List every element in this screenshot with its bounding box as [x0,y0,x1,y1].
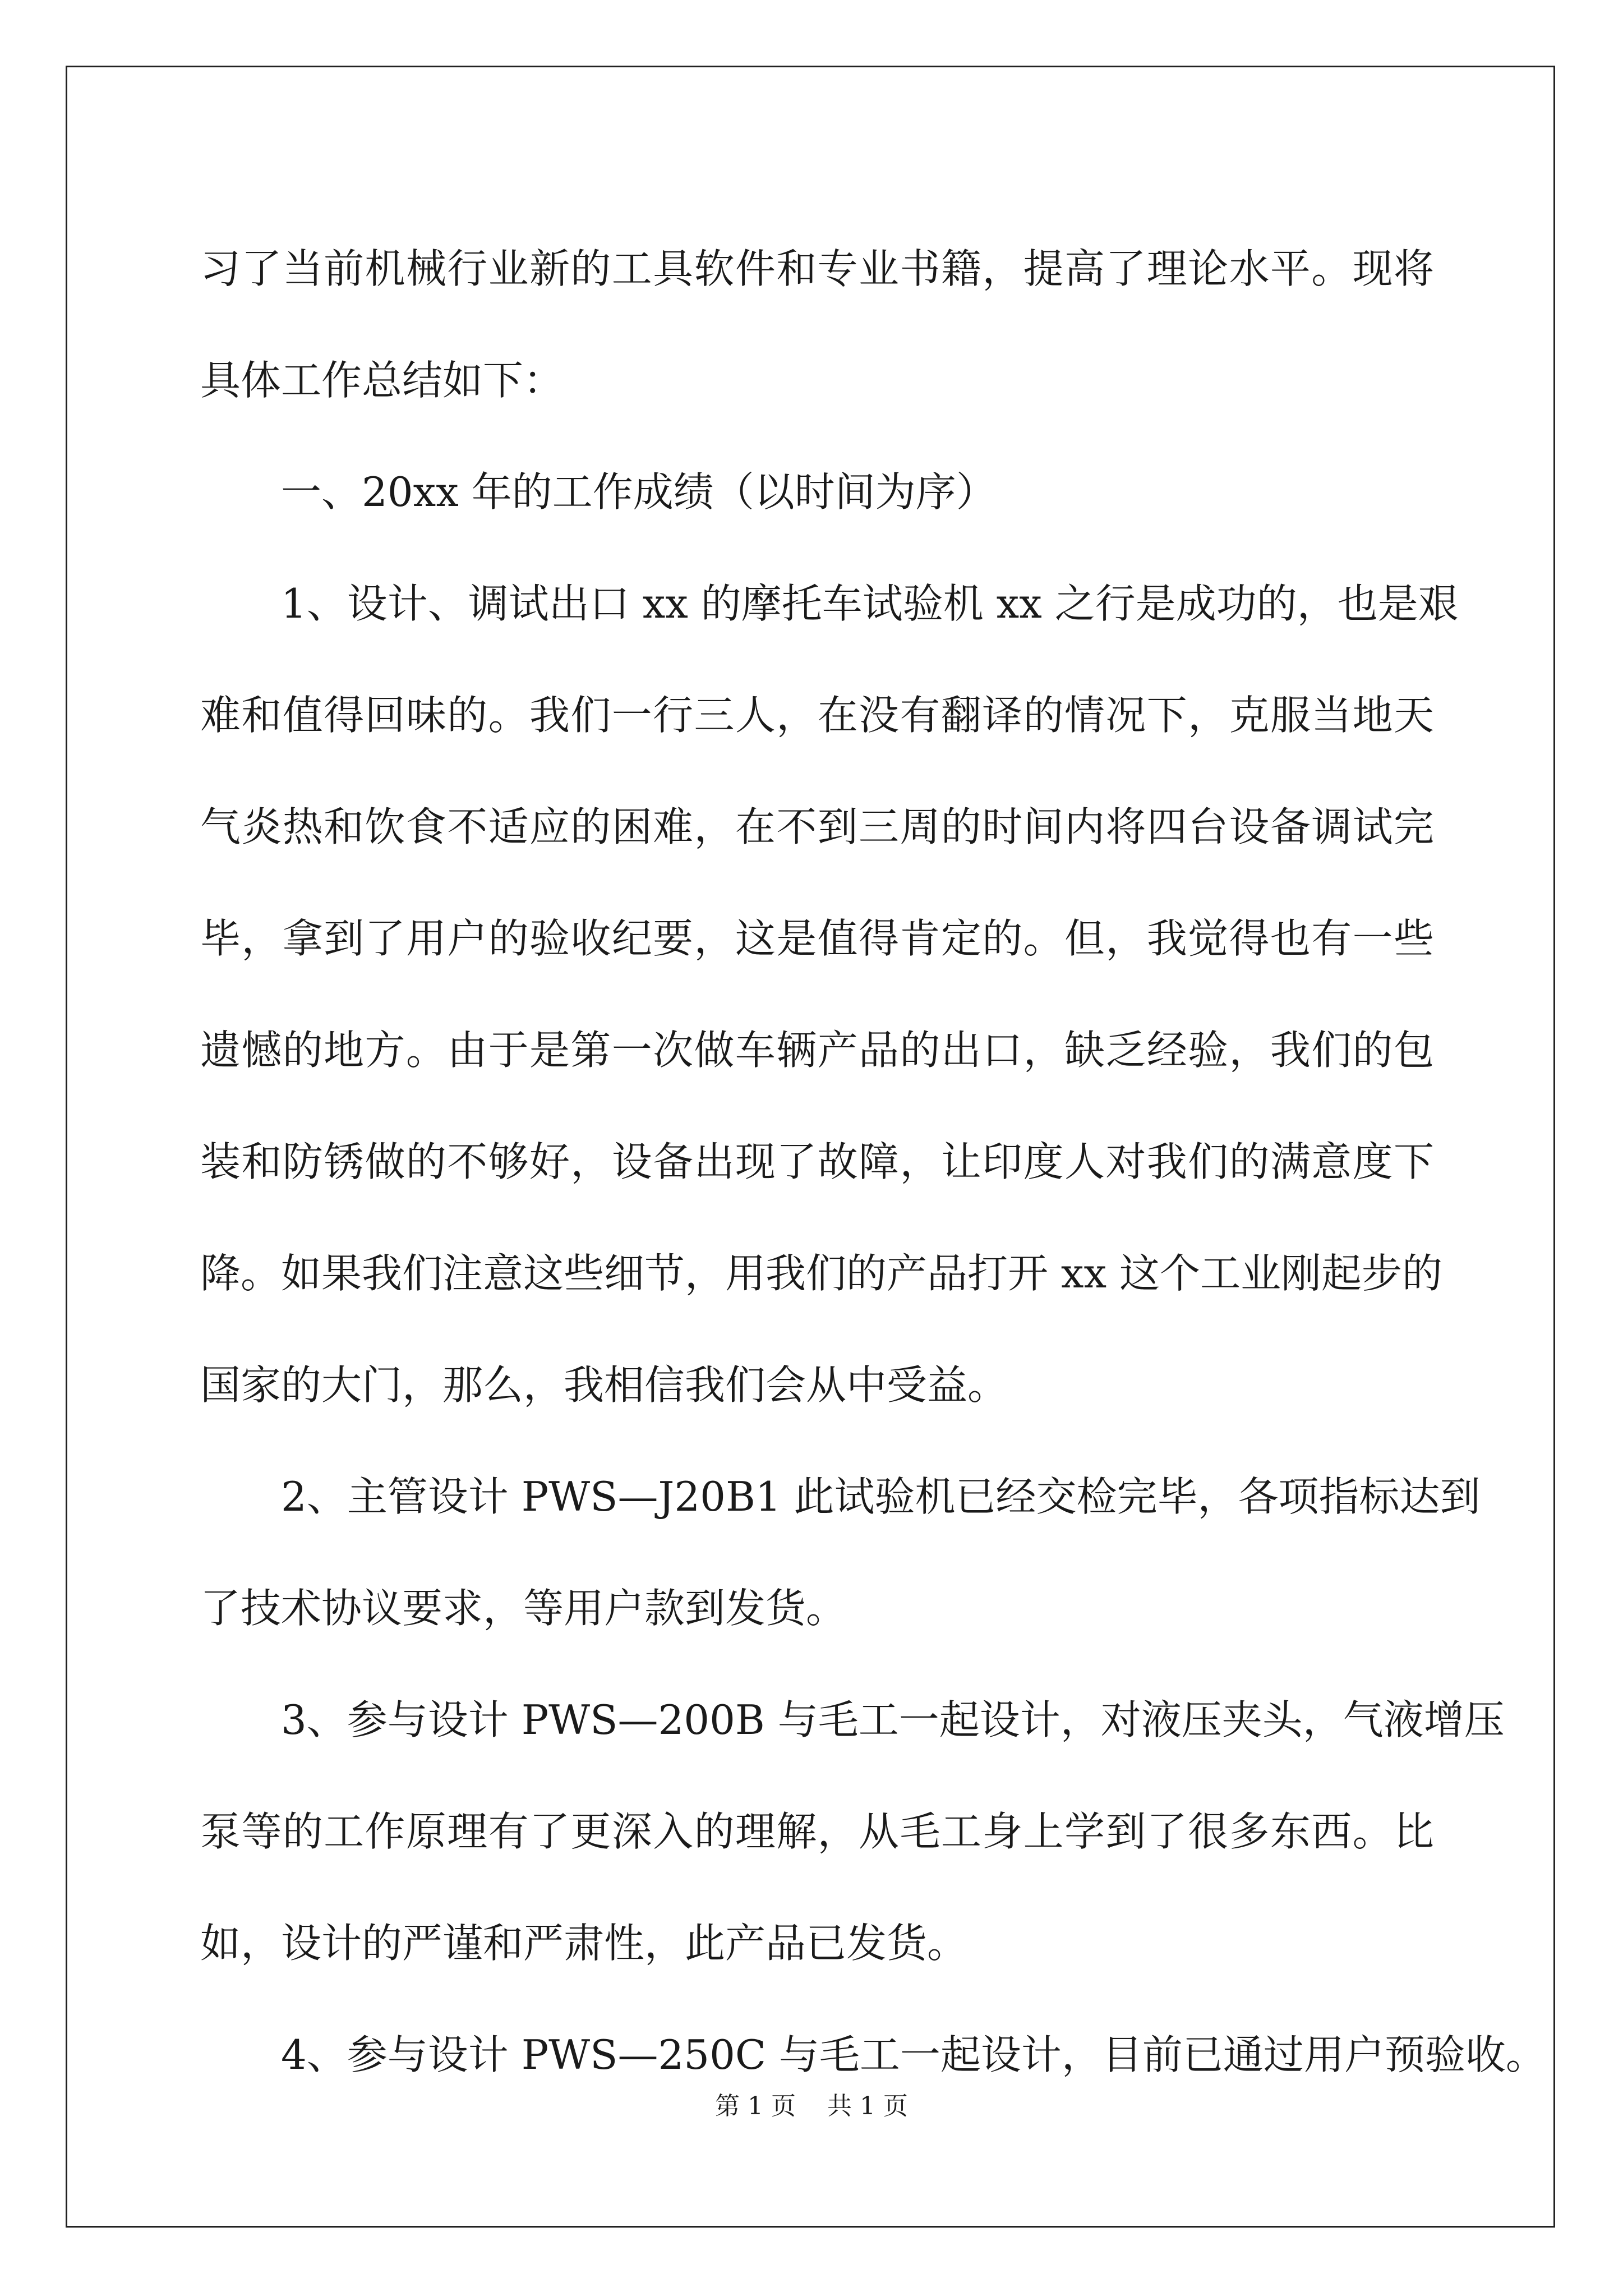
text-line: 国家的大门，那么，我相信我们会从中受益。 [200,1361,1008,1409]
text-line: 具体工作总结如下： [200,357,564,404]
text-line: 2、主管设计 PWS—J20B1 此试验机已经交检完毕，各项指标达到 [281,1473,1481,1520]
text-line: 气炎热和饮食不适应的困难，在不到三周的时间内将四台设备调试完 [200,803,1434,850]
document-body [200,213,1546,2111]
text-line: 一、20xx 年的工作成绩（以时间为序） [281,468,997,516]
text-line: 装和防锈做的不够好，设备出现了故障，让印度人对我们的满意度下 [200,1138,1434,1185]
page-number: 第 1 页 共 1 页 [715,2092,908,2120]
text-line: 泵等的工作原理有了更深入的理解，从毛工身上学到了很多东西。比 [200,1808,1434,1855]
text-line: 了技术协议要求，等用户款到发货。 [200,1585,847,1632]
text-line: 难和值得回味的。我们一行三人，在没有翻译的情况下，克服当地天 [200,692,1434,739]
text-line: 1、设计、调试出口 xx 的摩托车试验机 xx 之行是成功的，也是艰 [281,580,1459,627]
text-line: 习了当前机械行业新的工具软件和专业书籍，提高了理论水平。现将 [200,245,1434,292]
text-line: 4、参与设计 PWS—250C 与毛工一起设计，目前已通过用户预验收。 [281,2031,1546,2078]
text-line: 降。如果我们注意这些细节，用我们的产品打开 xx 这个工业刚起步的 [200,1250,1442,1297]
text-line: 遗憾的地方。由于是第一次做车辆产品的出口，缺乏经验，我们的包 [200,1027,1434,1074]
text-line: 3、参与设计 PWS—200B 与毛工一起设计，对液压夹头，气液增压 [281,1696,1505,1743]
text-line: 毕，拿到了用户的验收纪要，这是值得肯定的。但，我觉得也有一些 [200,915,1434,962]
text-line: 如，设计的严谨和严肃性，此产品已发货。 [200,1920,968,1967]
